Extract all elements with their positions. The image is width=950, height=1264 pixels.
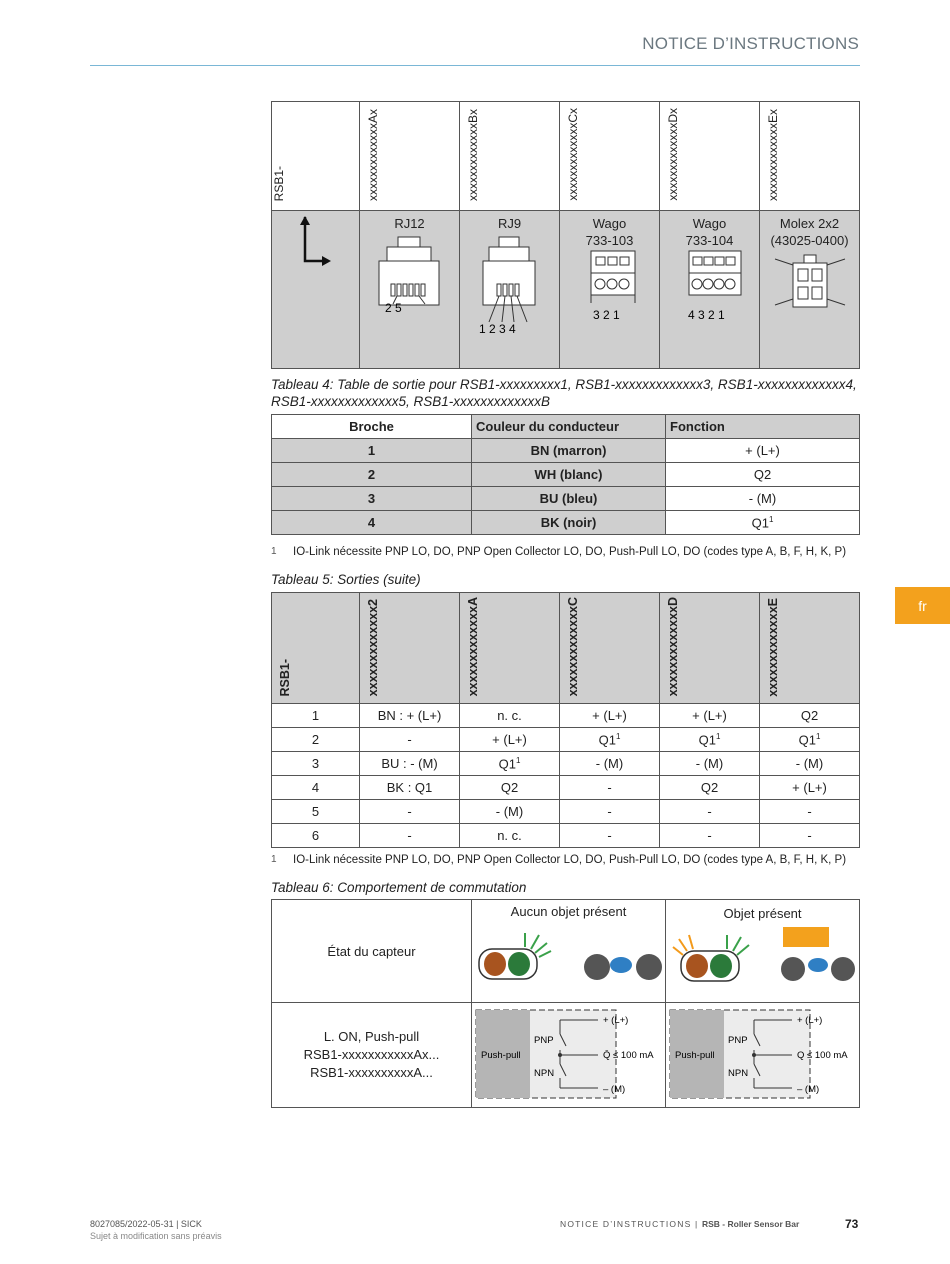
wago-4pin-icon <box>665 249 755 327</box>
table-row: 4 BK (noir) $Q1^1$ <box>272 511 860 535</box>
language-tab[interactable]: fr <box>895 587 950 624</box>
page-number: 73 <box>845 1217 859 1231</box>
wago3-pin-labels: 3 2 1 <box>592 308 620 322</box>
code-label: xxxxxxxxxxxxxC <box>566 597 580 697</box>
connector-wago-733-103: Wago 733-103 3 2 1 <box>560 211 660 369</box>
table-row: 3 BU (bleu) - (M) <box>272 487 860 511</box>
connector-molex: Molex 2x2 (43025-0400) <box>760 211 860 369</box>
svg-text:+ (L+): + (L+) <box>603 1014 629 1026</box>
code-label: xxxxxxxxxxxxxDx <box>666 108 680 201</box>
rsb-prefix-cell: RSB1- <box>272 102 360 211</box>
table4-caption: Tableau 4: Table de sortie pour RSB1-xxxxxxxxx1, RSB1-xxxxxxxxxxxxx3, RSB1-xxxxxxxxxxxxx4, RSB1-xxxxxxxxxxxxx5, RSB1-xxxxxxxxxxxxxB <box>271 377 857 409</box>
table-row: 1 BN (marron) + (L+) <box>272 439 860 463</box>
svg-text:Q ≤ 100 mA: Q ≤ 100 mA <box>797 1049 848 1061</box>
doc-disclaimer: Sujet à modification sans préavis <box>90 1231 222 1241</box>
push-pull-circuit-no-object <box>472 1004 664 1104</box>
code-label: xxxxxxxxxxxxxCx <box>566 108 580 201</box>
wago4-pin-labels: 4 3 2 1 <box>687 308 725 322</box>
outputs-table <box>271 592 860 848</box>
svg-text:– (M): – (M) <box>797 1083 820 1095</box>
switching-table <box>271 899 860 1108</box>
code-label: xxxxxxxxxxxxxD <box>666 597 680 697</box>
code-label: xxxxxxxxxxxxx2 <box>366 599 380 697</box>
footer-doc-info <box>90 1218 222 1242</box>
connector-table <box>271 101 860 369</box>
object-title: Objet présent <box>723 906 802 921</box>
rj12-connector-icon <box>365 232 455 322</box>
table-row: 1 BN : + (L+) n. c. + (L+) + (L+) Q2 <box>272 704 860 728</box>
header-couleur: Couleur du conducteur <box>472 415 666 439</box>
svg-text:– (M): – (M) <box>603 1083 626 1095</box>
svg-text:NPN: NPN <box>534 1067 555 1079</box>
rj9-connector-icon <box>465 232 555 342</box>
svg-text:NPN: NPN <box>728 1067 749 1079</box>
rj9-pin-labels: 1 2 3 4 <box>478 322 516 336</box>
mode-code-a: RSB1-xxxxxxxxxxxAx... <box>303 1047 440 1062</box>
connector-rj12: RJ12 2 5 <box>360 211 460 369</box>
sensor-state-label: État du capteur <box>272 900 472 1003</box>
table-row: 6 - n. c. - - - <box>272 824 860 848</box>
svg-text:PNP: PNP <box>534 1034 554 1046</box>
svg-text:Push-pull: Push-pull <box>481 1049 521 1061</box>
table6-caption: Tableau 6: Comportement de commutation <box>271 880 527 895</box>
doc-number: 8027085/2022-05-31 | SICK <box>90 1219 202 1229</box>
mode-label: L. ON, Push-pull <box>323 1029 420 1044</box>
corner-arrow-icon <box>272 211 360 271</box>
push-pull-circuit-object <box>666 1004 858 1104</box>
header-fonction: Fonction <box>666 415 860 439</box>
table-row: 2 WH (blanc) Q2 <box>272 463 860 487</box>
code-label: xxxxxxxxxxxxxE <box>766 597 780 697</box>
rj12-pin-labels: 2 5 <box>384 301 402 315</box>
svg-text:Q̄ ≤ 100 mA: Q̄ ≤ 100 mA <box>603 1049 654 1061</box>
code-label: xxxxxxxxxxxxxEx <box>766 108 780 201</box>
table-row: 4 BK : Q1 Q2 - Q2 + (L+) <box>272 776 860 800</box>
sensor-object-icon <box>667 921 859 987</box>
table-row: 2 - + (L+) $Q1^1$ $Q1^1$ $Q1^1$ <box>272 728 860 752</box>
mode-code-b: RSB1-xxxxxxxxxxA... <box>310 1065 433 1080</box>
table5-caption: Tableau 5: Sorties (suite) <box>271 572 421 587</box>
code-label: xxxxxxxxxxxxxBx <box>466 108 480 201</box>
page-header-title: NOTICE D’INSTRUCTIONS <box>642 34 859 53</box>
header-broche: Broche <box>272 415 472 439</box>
connector-rj9: RJ9 1 2 3 4 <box>460 211 560 369</box>
header-rule <box>90 65 860 66</box>
rsb-prefix: RSB1- <box>278 658 292 697</box>
connector-wago-733-104: Wago 733-104 4 3 2 1 <box>660 211 760 369</box>
pinout-table <box>271 414 860 535</box>
svg-text:PNP: PNP <box>728 1034 748 1046</box>
wago-3pin-icon <box>565 249 655 327</box>
table-row: 5 - - (M) - - - <box>272 800 860 824</box>
sensor-no-object-icon <box>473 919 665 985</box>
footnote: 1 IO-Link nécessite PNP LO, DO, PNP Open Collector LO, DO, Push-Pull LO, DO (codes type A, B, F, H, K, P) <box>271 854 847 866</box>
no-object-title: Aucun objet présent <box>510 904 627 919</box>
footer-title: NOTICE D’INSTRUCTIONS | RSB - Roller Sensor Bar <box>560 1219 800 1229</box>
code-label: xxxxxxxxxxxxxAx <box>366 108 380 201</box>
svg-text:+ (L+): + (L+) <box>797 1014 823 1026</box>
table-row: 3 BU : - (M) $Q1^1$ - (M) - (M) - (M) <box>272 752 860 776</box>
code-label: xxxxxxxxxxxxxA <box>466 597 480 697</box>
footnote: 1 IO-Link nécessite PNP LO, DO, PNP Open Collector LO, DO, Push-Pull LO, DO (codes type A, B, F, H, K, P) <box>271 546 847 558</box>
svg-text:Push-pull: Push-pull <box>675 1049 715 1061</box>
axis-arrow-cell <box>272 211 360 369</box>
molex-2x2-icon <box>765 249 855 327</box>
